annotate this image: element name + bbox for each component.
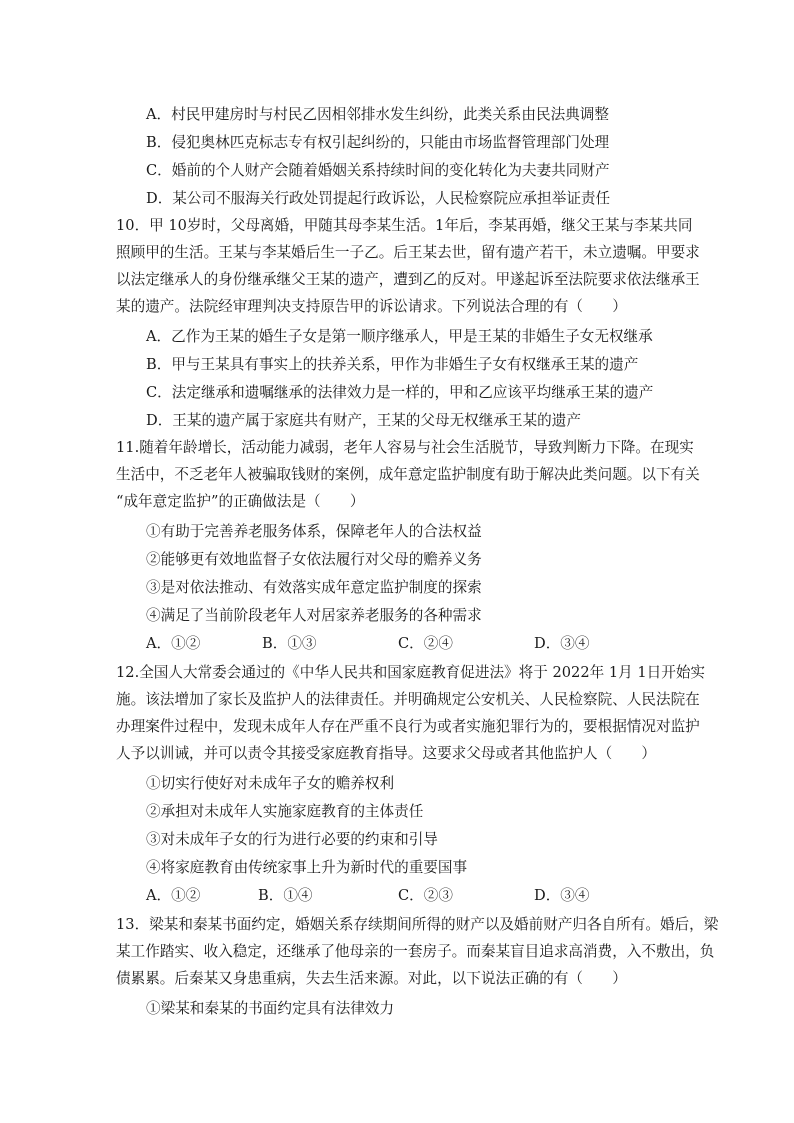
q10-option-a: A．乙作为王某的婚生子女是第一顺序继承人，甲是王某的非婚生子女无权继承: [146, 328, 653, 345]
q13-stem-line: 某工作踏实、收入稳定，还继承了他母亲的一套房子。而秦某盲目追求高消费，入不敷出，负: [116, 943, 715, 960]
q10-stem-line: 某的遗产。法院经审理判决支持原告甲的诉讼请求。下列说法合理的有（ ）: [116, 298, 627, 315]
q11-item-2: ②能够更有效地监督子女依法履行对父母的赡养义务: [146, 551, 482, 568]
q13-stem-line: 13．梁某和秦某书面约定，婚姻关系存续期间所得的财产以及婚前财产归各自所有。婚后，梁: [116, 916, 719, 933]
q11-choice-b: B．①③: [262, 635, 317, 652]
q13-item-1: ①梁某和秦某的书面约定具有法律效力: [146, 1000, 395, 1017]
q11-choice-c: C．②④: [398, 635, 453, 652]
q12-item-2: ②承担对未成年人实施家庭教育的主体责任: [146, 803, 424, 820]
q11-stem-line: “成年意定监护”的正确做法是（ ）: [116, 493, 365, 510]
q10-stem-line: 照顾甲的生活。王某与李某婚后生一子乙。后王某去世，留有遗产若干，未立遗嘱。甲要求: [116, 244, 700, 261]
q11-item-3: ③是对依法推动、有效落实成年意定监护制度的探索: [146, 579, 482, 596]
q9-option-a: A．村民甲建房时与村民乙因相邻排水发生纠纷，此类关系由民法典调整: [146, 106, 609, 123]
q11-stem-line: 生活中，不乏老年人被骗取钱财的案例，成年意定监护制度有助于解决此类问题。以下有关: [116, 466, 700, 483]
q11-choice-a: A．①②: [146, 635, 201, 652]
q12-stem-line: 人予以训诫，并可以责令其接受家庭教育指导。这要求父母或者其他监护人（ ）: [116, 745, 656, 762]
q9-option-c: C．婚前的个人财产会随着婚姻关系持续时间的变化转化为夫妻共同财产: [146, 162, 610, 179]
q12-choice-a: A．①②: [146, 887, 201, 904]
q12-stem-line: 施。该法增加了家长及监护人的法律责任。并明确规定公安机关、人民检察院、人民法院在: [116, 691, 700, 708]
q12-choice-c: C．②③: [398, 887, 453, 904]
q11-item-1: ①有助于完善养老服务体系，保障老年人的合法权益: [146, 523, 482, 540]
q13-stem-line: 债累累。后秦某又身患重病，失去生活来源。对此，以下说法正确的有（ ）: [116, 970, 627, 987]
q11-stem-line: 11.随着年龄增长，活动能力减弱，老年人容易与社会生活脱节，导致判断力下降。在现实: [116, 439, 694, 456]
q12-choice-b: B．①④: [258, 887, 313, 904]
q10-stem-line: 以法定继承人的身份继承继父王某的遗产，遭到乙的反对。甲遂起诉至法院要求依法继承王: [116, 271, 700, 288]
q12-item-3: ③对未成年子女的行为进行必要的约束和引导: [146, 831, 438, 848]
q12-choice-d: D．③④: [534, 887, 590, 904]
q11-choice-d: D．③④: [534, 635, 590, 652]
q10-stem-line: 10．甲 10岁时，父母离婚，甲随其母李某生活。1年后，李某再婚，继父王某与李某共同: [116, 217, 693, 234]
q12-item-4: ④将家庭教育由传统家事上升为新时代的重要国事: [146, 859, 468, 876]
q10-option-b: B．甲与王某具有事实上的扶养关系，甲作为非婚生子女有权继承王某的遗产: [146, 356, 639, 373]
q12-stem-line: 办理案件过程中，发现未成年人存在严重不良行为或者实施犯罪行为的，要根据情况对监护: [116, 718, 700, 735]
q10-option-d: D．王某的遗产属于家庭共有财产，王某的父母无权继承王某的遗产: [146, 412, 581, 429]
q12-stem-line: 12.全国人大常委会通过的《中华人民共和国家庭教育促进法》将于 2022年 1月 1日开始实: [116, 664, 706, 681]
q11-item-4: ④满足了当前阶段老年人对居家养老服务的各种需求: [146, 607, 482, 624]
q12-item-1: ①切实行使好对未成年子女的赡养权利: [146, 775, 395, 792]
q9-option-b: B．侵犯奥林匹克标志专有权引起纠纷的，只能由市场监督管理部门处理: [146, 134, 610, 151]
q9-option-d: D．某公司不服海关行政处罚提起行政诉讼，人民检察院应承担举证责任: [146, 190, 611, 207]
q10-option-c: C．法定继承和遗嘱继承的法律效力是一样的，甲和乙应该平均继承王某的遗产: [146, 384, 654, 401]
